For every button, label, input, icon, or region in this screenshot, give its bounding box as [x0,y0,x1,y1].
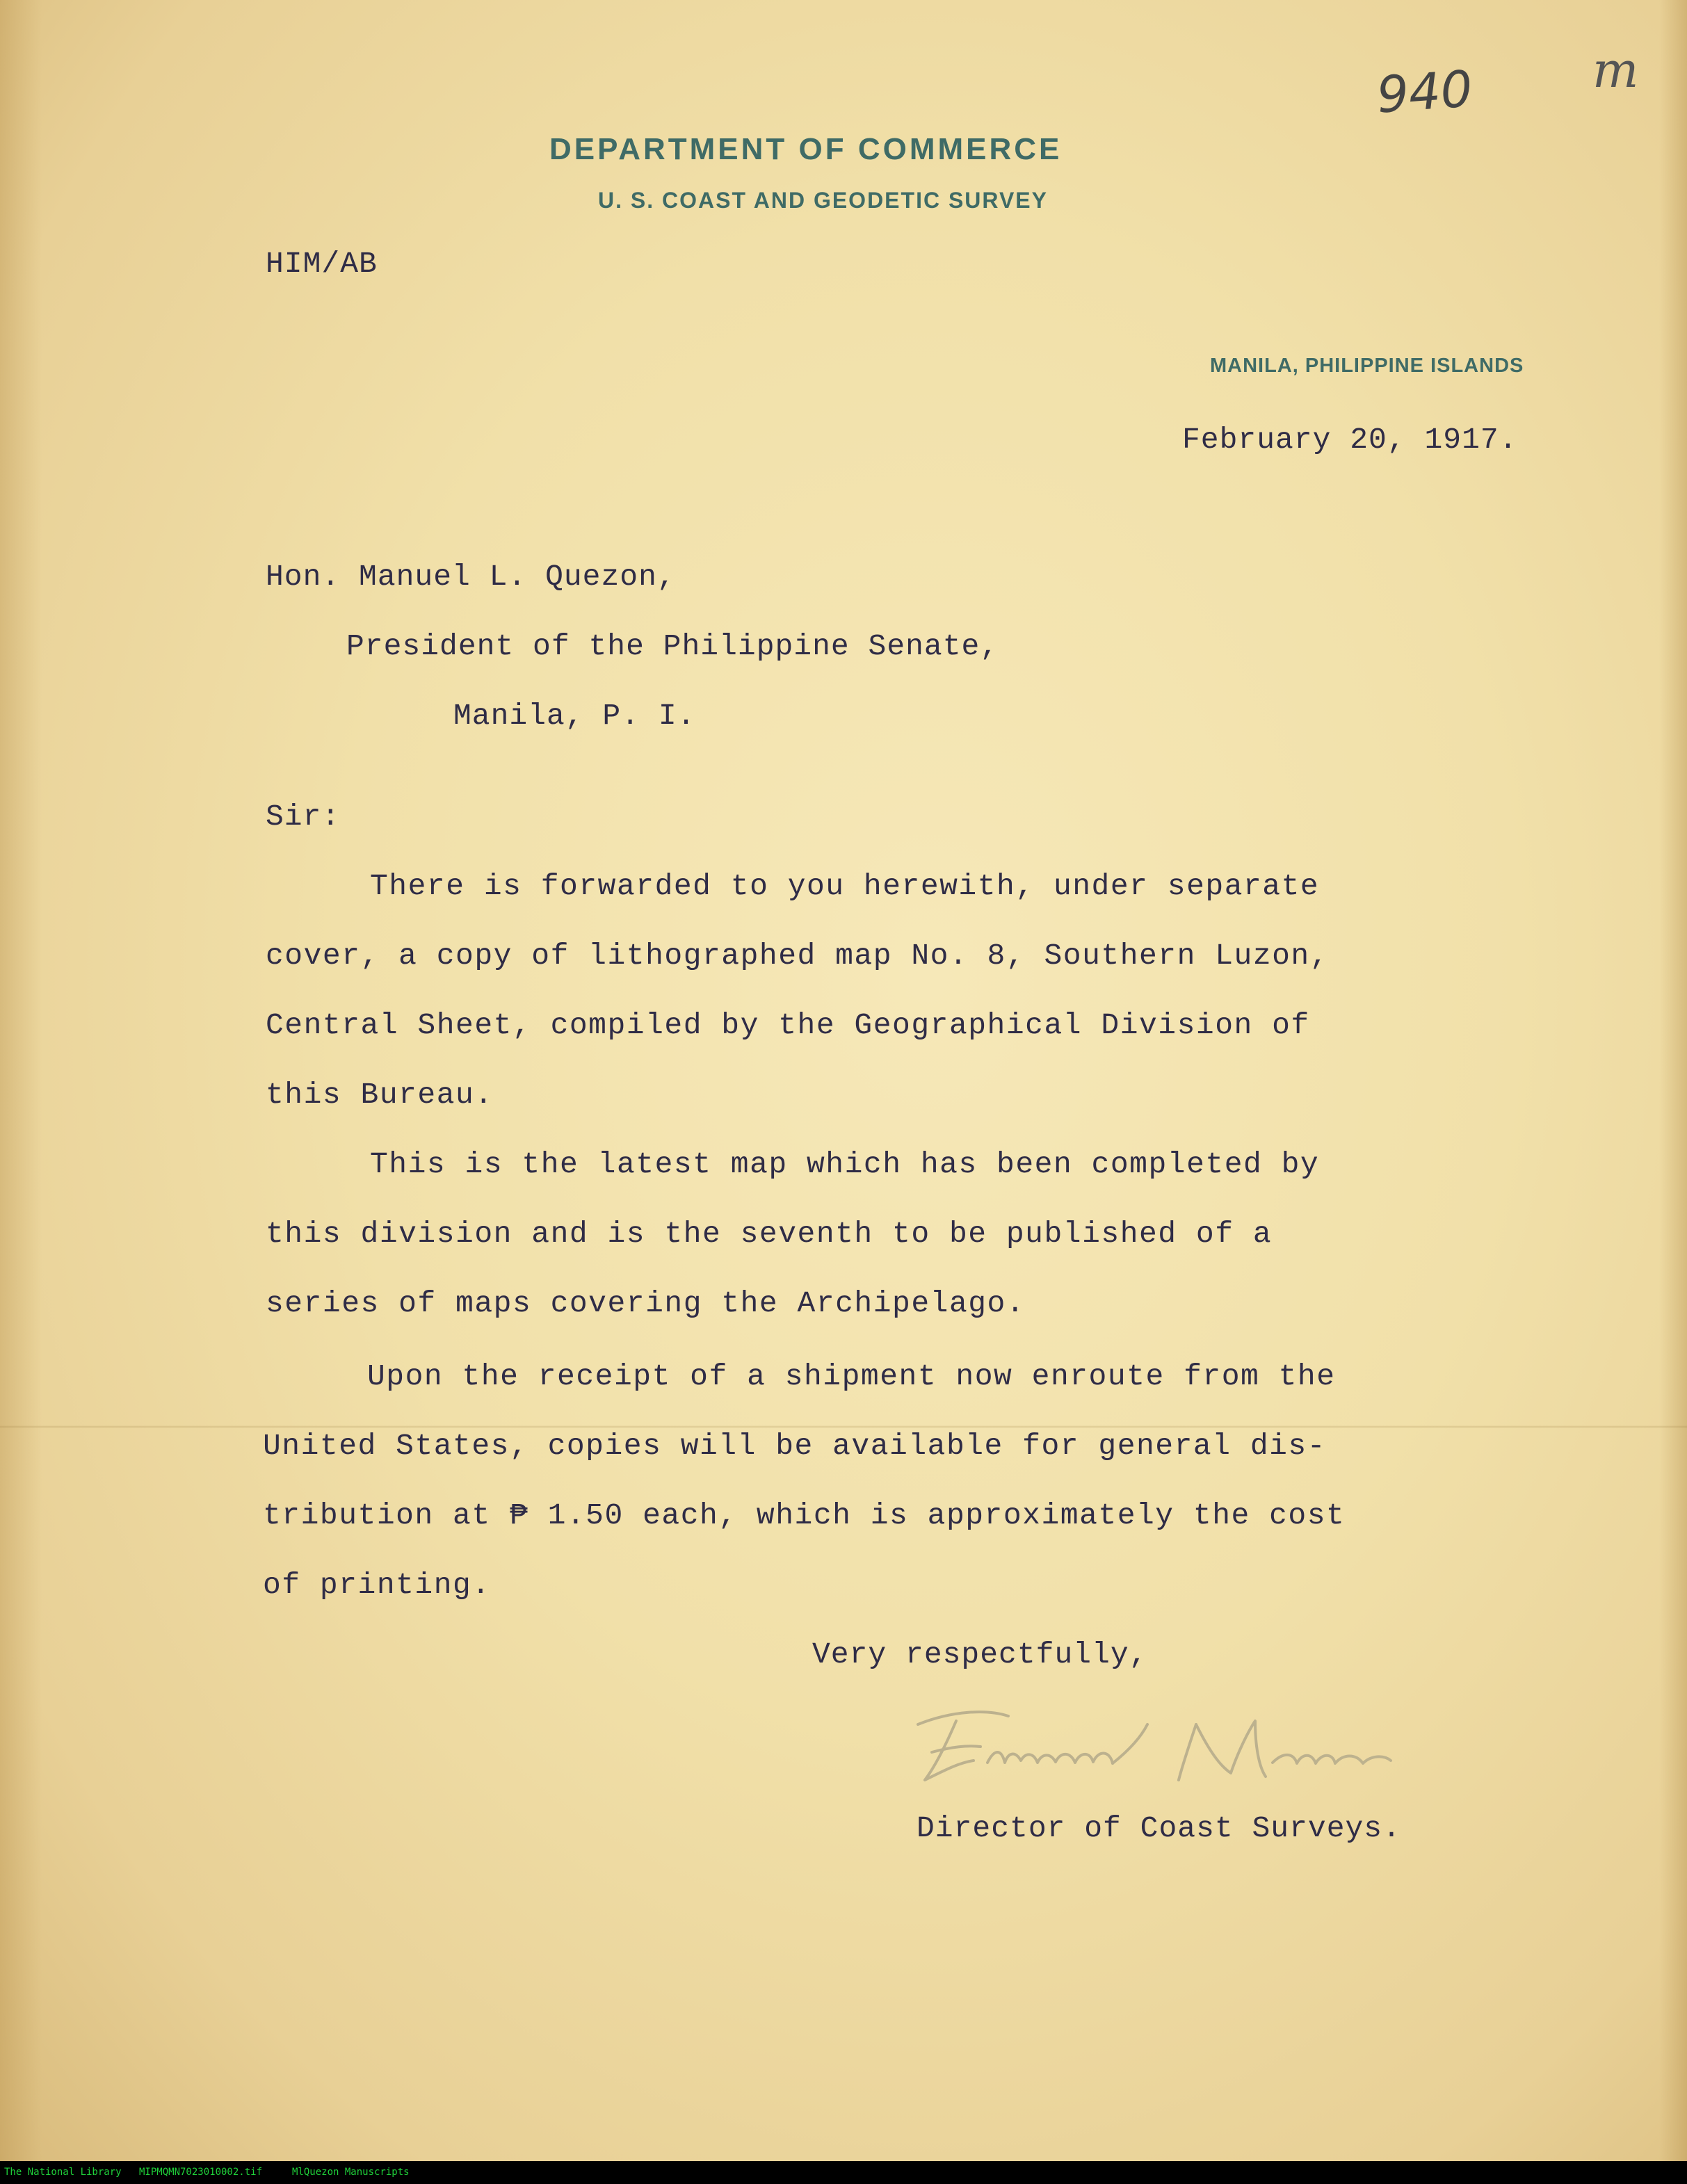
reference-initials: HIM/AB [266,247,378,281]
letterhead-department: DEPARTMENT OF COMMERCE [549,132,1063,166]
body-line: Upon the receipt of a shipment now enroute from the [367,1359,1336,1393]
body-line: There is forwarded to you herewith, under separate [370,869,1320,903]
handwritten-signature [904,1697,1405,1794]
addressee-title: President of the Philippine Senate, [346,629,999,663]
paper-edge-shadow-left [0,0,42,2161]
footer-collection: MlQuezon Manuscripts [292,2167,410,2178]
letterhead-place: MANILA, PHILIPPINE ISLANDS [1210,355,1524,377]
body-line: tribution at ₱ 1.50 each, which is approximately the cost [263,1498,1346,1532]
body-line: series of maps covering the Archipelago. [266,1286,1026,1320]
signer-title: Director of Coast Surveys. [917,1811,1401,1845]
paper-edge-shadow-right [1659,0,1687,2161]
body-line: United States, copies will be available for general dis- [263,1429,1327,1463]
handwritten-mark: m [1592,42,1639,99]
letterhead-survey: U. S. COAST AND GEODETIC SURVEY [598,188,1048,213]
addressee-city: Manila, P. I. [453,699,696,733]
paper-fold-line [0,1425,1687,1428]
salutation: Sir: [266,800,341,834]
footer-library: The National Library [4,2167,122,2178]
body-line: of printing. [263,1568,491,1602]
body-line: Central Sheet, compiled by the Geographical Division of [266,1008,1310,1042]
body-line: cover, a copy of lithographed map No. 8, Southern Luzon, [266,939,1330,973]
footer-file: MIPMQMN7023010002.tif [139,2167,263,2178]
body-line: this division and is the seventh to be published of a [266,1217,1273,1251]
closing: Very respectfully, [812,1637,1148,1672]
addressee-name: Hon. Manuel L. Quezon, [266,560,676,594]
body-line: This is the latest map which has been completed by [370,1147,1320,1181]
letter-date: February 20, 1917. [1182,423,1518,457]
handwritten-number: 940 [1375,59,1475,124]
body-line: this Bureau. [266,1078,494,1112]
archive-footer [0,2161,1687,2184]
